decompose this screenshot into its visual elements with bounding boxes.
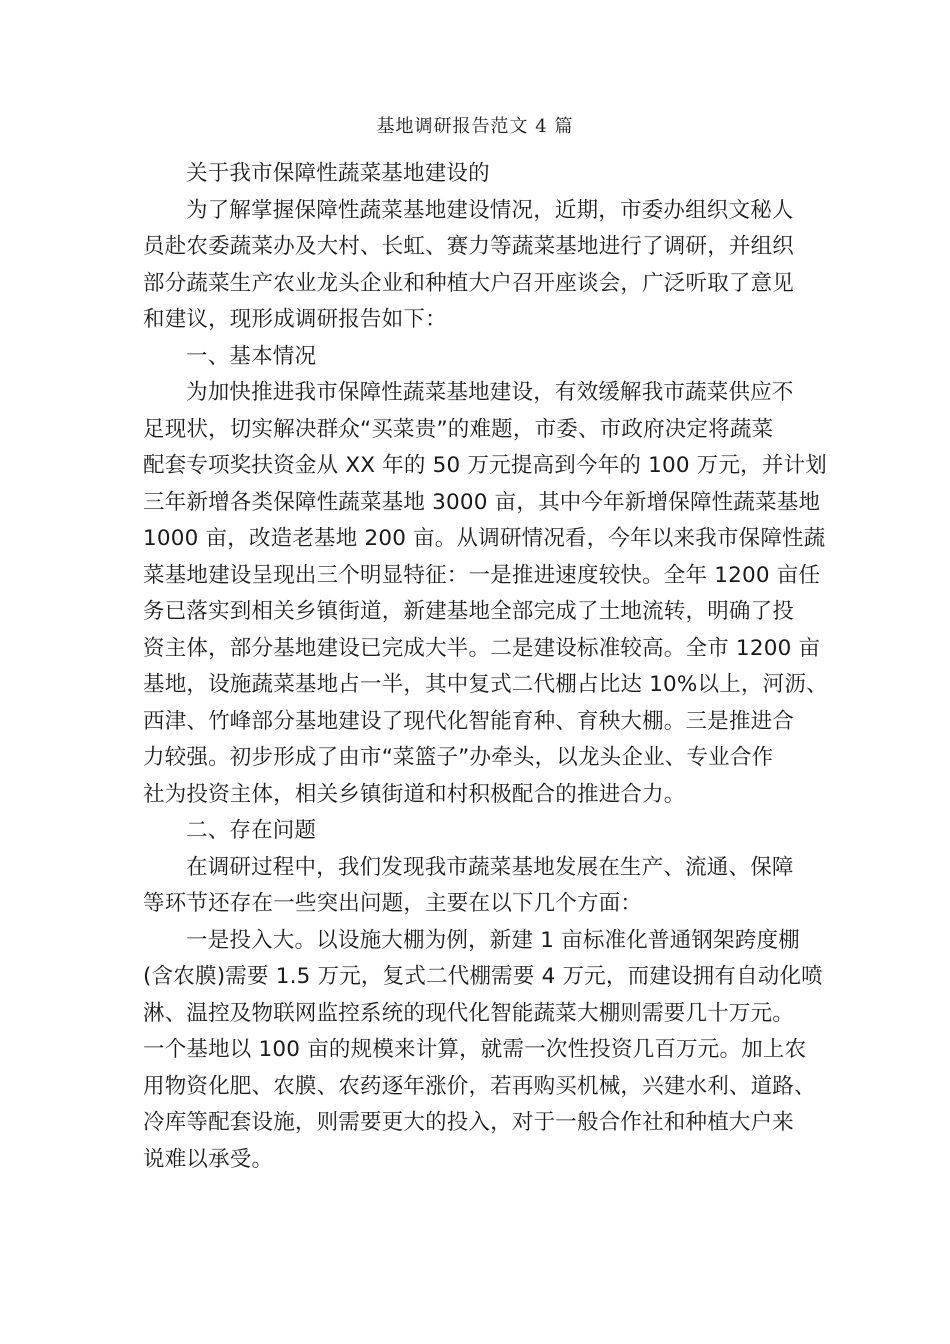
- paragraph-line: 在调研过程中，我们发现我市蔬菜基地发展在生产、流通、保障: [186, 854, 794, 880]
- paragraph-line: 等环节还存在一些突出问题，主要在以下几个方面：: [143, 891, 643, 916]
- paragraph-line: 西津、竹峰部分基地建设了现代化智能育种、育秧大棚。三是推进合: [143, 708, 795, 734]
- paragraph-line: 1000 亩，改造老基地 200 亩。从调研情况看，今年以来我市保障性蔬: [143, 526, 826, 551]
- paragraph-line: 一是投入大。以设施大棚为例，新建 1 亩标准化普通钢架跨度棚: [186, 927, 800, 953]
- paragraph-line: 务已落实到相关乡镇街道，新建基地全部完成了土地流转，明确了投: [143, 599, 795, 624]
- paragraph-line: 用物资化肥、农膜、农药逐年涨价，若再购买机械，兴建水利、道路、: [143, 1073, 816, 1099]
- paragraph-line: 资主体，部分基地建设已完成大半。二是建设标准较高。全市 1200 亩: [143, 635, 821, 661]
- paragraph-line: 一、基本情况: [186, 343, 317, 369]
- paragraph-line: 二、存在问题: [186, 818, 317, 843]
- paragraph-line: 力较强。初步形成了由市“菜篮子”办牵头，以龙头企业、专业合作: [143, 745, 774, 770]
- paragraph-line: 足现状，切实解决群众“买菜贵”的难题，市委、市政府决定将蔬菜: [143, 416, 774, 442]
- paragraph-line: 和建议，现形成调研报告如下：: [143, 307, 447, 332]
- paragraph-line: 菜基地建设呈现出三个明显特征：一是推进速度较快。全年 1200 亩任: [143, 562, 821, 588]
- paragraph-line: 三年新增各类保障性蔬菜基地 3000 亩，其中今年新增保障性蔬菜基地: [143, 489, 821, 515]
- paragraph-line: 为加快推进我市保障性蔬菜基地建设，有效缓解我市蔬菜供应不: [186, 380, 794, 405]
- document-title: 基地调研报告范文 4 篇: [376, 116, 574, 137]
- paragraph-line: 社为投资主体，相关乡镇街道和村积极配合的推进合力。: [143, 781, 686, 807]
- document-body: [143, 156, 828, 1178]
- paragraph-line: 一个基地以 100 亩的规模来计算，就需一次性投资几百万元。加上农: [143, 1037, 807, 1062]
- paragraph-line: 基地，设施蔬菜基地占一半，其中复式二代棚占比达 10%以上，河沥、: [143, 672, 828, 697]
- paragraph-line: 说难以承受。: [143, 1146, 274, 1172]
- paragraph-line: 为了解掌握保障性蔬菜基地建设情况，近期，市委办组织文秘人: [186, 197, 794, 223]
- paragraph-line: 冷库等配套设施，则需要更大的投入，对于一般合作社和种植大户来: [143, 1110, 795, 1135]
- paragraph-line: 关于我市保障性蔬菜基地建设的: [186, 161, 490, 186]
- paragraph-line: 部分蔬菜生产农业龙头企业和种植大户召开座谈会，广泛听取了意见: [143, 270, 795, 296]
- paragraph-line: 配套专项奖扶资金从 XX 年的 50 万元提高到今年的 100 万元，并计划: [143, 453, 827, 478]
- paragraph-line: 员赴农委蔬菜办及大村、长虹、赛力等蔬菜基地进行了调研，并组织: [143, 234, 795, 259]
- paragraph-line: (含农膜)需要 1.5 万元，复式二代棚需要 4 万元，而建设拥有自动化喷: [143, 964, 823, 989]
- paragraph-line: 淋、温控及物联网监控系统的现代化智能蔬菜大棚则需要几十万元。: [143, 1000, 795, 1026]
